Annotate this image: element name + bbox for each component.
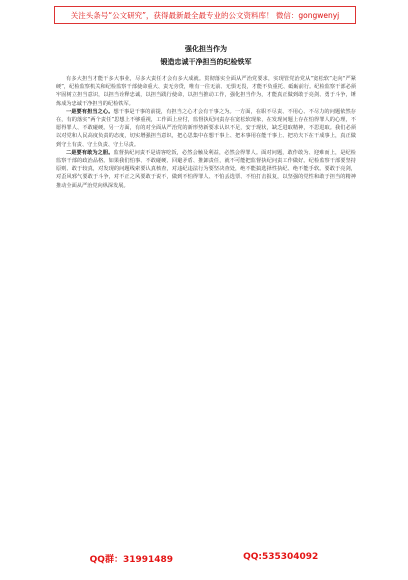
document-page — [56, 26, 356, 536]
footer-qq-group: QQ群：31991489 — [89, 555, 174, 565]
paragraph — [56, 108, 356, 149]
footer — [0, 552, 408, 568]
paragraph — [56, 75, 356, 108]
paragraph — [56, 149, 356, 190]
banner-text: 关注头条号“公文研究”，获得最新最全最专业的公文资料库！ 微信：gongwenyj — [70, 10, 340, 20]
paragraph-lead: 二是要有敢为之胆。 — [66, 149, 114, 156]
paragraph-text: 想干事是干事的前提，有担当之心才会有干事之为。一方面，在职不尽责、不用心、不尽力的问题依然存在，有的落实“两个责任”思想上不够重视，工作面上应付，监督执纪问责存在宽松软现象，在发现问题上存在怕得罪人的心理，不愿得罪人、不敢碰硬。另一方面，有的对全面从严治党的新形势新要求认识不足，安于现状，缺乏进取精神，不思进取。我们必须以对党和人民高度负责的态度，切实增强担当意识，把心思集中在想干事上、把本事用在能干事上、把功夫下在干成事上，真正做到守土有责、守土负责、守土尽责。 — [56, 108, 356, 148]
document-title: 强化担当作为 — [185, 45, 227, 53]
top-banner — [54, 6, 356, 24]
paragraph-text: 有多大担当才能干多大事业，尽多大责任才会有多大成就。贯彻落实全面从严治党要求，实现管党治党从“宽松软”走向“严紧硬”，纪检监察机关和纪检监察干部使命重大、责无旁贷，唯有一往无前、无惧无畏，才能不负重托、砥砺前行。纪检监察干部必须牢固树立担当意识，以担当诠释忠诚，以担当践行使命，以担当推动工作，强化担当作为，才能真正做到敢于亮剑、勇于斗争，锤炼成为忠诚干净担当的纪检铁军。 — [56, 76, 356, 107]
footer-qq: QQ:535304092 — [243, 552, 319, 562]
paragraph-lead: 一是要有担当之心。 — [66, 108, 114, 115]
paragraph-text: 监督执纪问责不是请客吃饭，必然会触及利益，必然会得罪人。面对问题，敢作敢为、迎难而上，是纪检监察干部的政治品格。如果我们怕事、不敢碰硬、回避矛盾、推卸责任，就不可能把监督执纪问责工作做好。纪检监察干部要坚持原则、敢于较真，对发现的问题线索要认真核查，对违纪违法行为要坚决查处，绝不能搞选择性执纪、绝不能手软。要敢于亮剑，对歪风邪气要敢于斗争，对不正之风要敢于说不，做到不怕得罪人、不怕丢选票、不怕打击报复，以坚强的党性和敢于担当的精神推动全面从严治党向纵深发展。 — [56, 149, 356, 189]
document-subtitle: 锻造忠诚干净担当的纪检铁军 — [160, 58, 252, 66]
